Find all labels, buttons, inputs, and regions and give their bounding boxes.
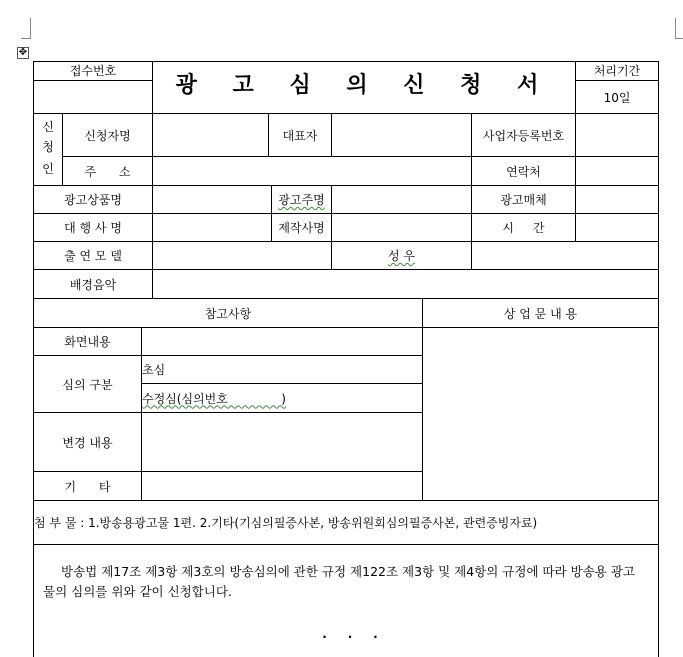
advertiser-label: 광고주명 xyxy=(278,193,325,207)
change-content-label: 변경 내용 xyxy=(62,435,113,450)
screen-content-label: 화면내용 xyxy=(64,335,111,349)
model-label: 출 연 모 델 xyxy=(64,249,122,263)
review-type-label: 심의 구분 xyxy=(62,377,113,392)
voice-label: 성 우 xyxy=(388,249,415,263)
business-reg-no-label: 사업자등록번호 xyxy=(482,128,565,143)
representative-label: 대표자 xyxy=(282,128,318,143)
review-type-initial: 초심 xyxy=(142,363,166,377)
ad-product-label: 광고상품명 xyxy=(64,193,122,207)
review-type-revision: 수정심(심의번호 ) xyxy=(142,391,286,406)
other-label: 기 타 xyxy=(64,479,111,494)
date-dots: . . . xyxy=(322,627,378,641)
address-label: 주 소 xyxy=(84,164,131,179)
reference-header: 참고사항 xyxy=(204,306,252,321)
media-label: 광고매체 xyxy=(500,193,547,207)
applicant-group-label: 신 청 인 xyxy=(42,119,54,176)
form-title: 광 고 심 의 신 청 서 xyxy=(175,72,553,98)
statement-text: 방송법 제17조 제3항 제3호의 방송심의에 관한 규정 제122조 제3항 및 제4항의 규정에 따라 방송용 광고물의 심의를 위와 같이 신청합니다. xyxy=(43,564,635,599)
corner-mark-top-right xyxy=(675,18,683,39)
applicant-name-label: 신청자명 xyxy=(84,128,131,143)
corner-mark-top-left xyxy=(21,18,31,39)
processing-period-label: 처리기간 xyxy=(593,64,641,78)
copy-header: 상 업 문 내 용 xyxy=(503,306,578,321)
table-move-handle-icon[interactable]: ✥ xyxy=(18,47,28,58)
contact-label: 연락처 xyxy=(506,164,541,179)
bgm-label: 배경음악 xyxy=(69,277,117,292)
processing-period-value: 10일 xyxy=(603,90,631,105)
receipt-no-label: 접수번호 xyxy=(69,64,117,78)
agency-label: 대 행 사 명 xyxy=(64,221,122,235)
time-label: 시 간 xyxy=(502,221,545,235)
producer-label: 제작사명 xyxy=(278,221,325,235)
attachments-text: 첨 부 물 : 1.방송용광고물 1편. 2.기타(기심의필증사본, 방송위원회심의필증사본, 관련증빙자료) xyxy=(34,516,538,530)
